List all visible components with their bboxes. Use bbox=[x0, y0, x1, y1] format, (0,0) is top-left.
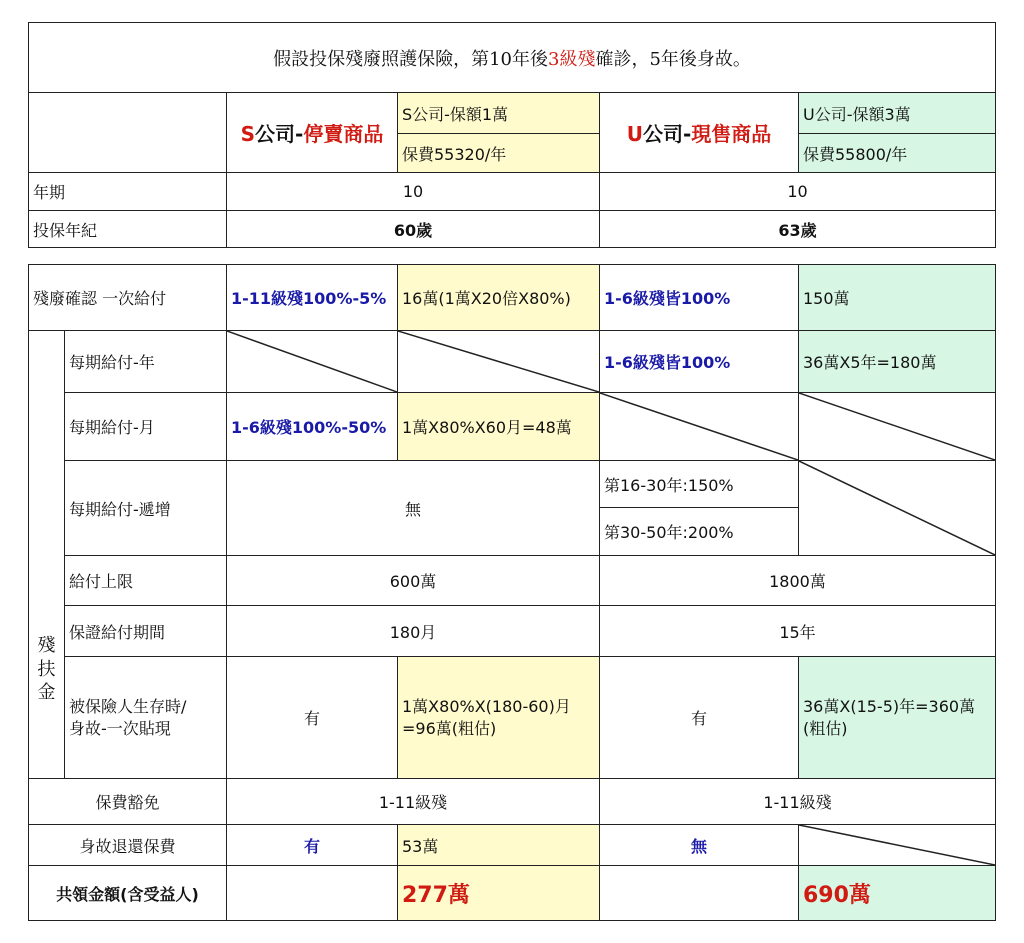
s-status: 停賣商品 bbox=[303, 122, 384, 146]
premium-refund-s-has: 有 bbox=[227, 825, 398, 866]
year-s-value-empty bbox=[398, 331, 600, 393]
month-payment-label: 每期給付-月 bbox=[65, 393, 227, 461]
lump-s-value: 16萬(1萬X20倍X80%) bbox=[398, 265, 600, 331]
policy-summary-table bbox=[28, 22, 996, 248]
increasing-s-value: 無 bbox=[227, 461, 600, 556]
discount-cash-s-value bbox=[398, 657, 600, 779]
side-char-2: 扶 bbox=[37, 658, 56, 680]
guaranteed-period-s: 180月 bbox=[227, 606, 600, 657]
s-amount: S公司-保額1萬 bbox=[398, 93, 600, 134]
month-u-value-empty bbox=[799, 393, 996, 461]
increasing-payment-label: 每期給付-遞增 bbox=[65, 461, 227, 556]
u-term: 10 bbox=[600, 173, 996, 211]
discount-cash-label-line2: 身故-一次貼現 bbox=[69, 718, 171, 738]
total-s-value: 277萬 bbox=[398, 866, 600, 921]
side-char-3: 金 bbox=[37, 682, 56, 704]
s-letter: S bbox=[240, 122, 256, 146]
year-payment-label: 每期給付-年 bbox=[65, 331, 227, 393]
discount-cash-s-value-line2: =96萬(粗估) bbox=[402, 718, 497, 738]
discount-cash-s-value-line1: 1萬X80%X(180-60)月 bbox=[402, 696, 571, 716]
u-company-header bbox=[600, 93, 799, 173]
total-u-value: 690萬 bbox=[799, 866, 996, 921]
s-company-text: 公司- bbox=[255, 122, 304, 146]
scenario-title bbox=[29, 23, 996, 93]
year-u-rule: 1-6級殘皆100% bbox=[600, 331, 799, 393]
premium-waiver-s: 1-11級殘 bbox=[227, 779, 600, 825]
diagonal-line bbox=[600, 393, 798, 460]
payment-limit-u: 1800萬 bbox=[600, 556, 996, 606]
s-term: 10 bbox=[227, 173, 600, 211]
premium-refund-s-value: 53萬 bbox=[398, 825, 600, 866]
guaranteed-period-label: 保證給付期間 bbox=[65, 606, 227, 657]
year-s-rule-empty bbox=[227, 331, 398, 393]
month-s-rule: 1-6級殘100%-50% bbox=[227, 393, 398, 461]
lump-u-value: 150萬 bbox=[799, 265, 996, 331]
scenario-title-part2: 確診，5年後身故。 bbox=[595, 48, 751, 70]
s-company-header bbox=[227, 93, 398, 173]
u-status: 現售商品 bbox=[691, 122, 772, 146]
lump-u-rule: 1-6級殘皆100% bbox=[600, 265, 799, 331]
discount-cash-u-value-line1: 36萬X(15-5)年=360萬 bbox=[803, 696, 976, 716]
s-age: 60歲 bbox=[227, 211, 600, 248]
age-label: 投保年紀 bbox=[29, 211, 227, 248]
u-amount: U公司-保額3萬 bbox=[799, 93, 996, 134]
premium-refund-u-value-empty bbox=[799, 825, 996, 866]
lump-s-rule: 1-11級殘100%-5% bbox=[227, 265, 398, 331]
diagonal-line bbox=[799, 461, 995, 555]
s-premium: 保費55320/年 bbox=[398, 134, 600, 173]
disability-care-side-label bbox=[29, 331, 65, 779]
lump-sum-label: 殘廢確認 一次給付 bbox=[29, 265, 227, 331]
premium-waiver-label: 保費豁免 bbox=[29, 779, 227, 825]
diagonal-line bbox=[799, 825, 995, 865]
discount-cash-u-value bbox=[799, 657, 996, 779]
increasing-u-tier-1: 第16-30年:150% bbox=[600, 461, 799, 508]
premium-refund-label: 身故退還保費 bbox=[29, 825, 227, 866]
term-label: 年期 bbox=[29, 173, 227, 211]
diagonal-line bbox=[227, 331, 397, 392]
premium-refund-u-has: 無 bbox=[600, 825, 799, 866]
total-s-blank bbox=[227, 866, 398, 921]
benefit-comparison-table bbox=[28, 264, 996, 921]
discount-cash-label-line1: 被保險人生存時/ bbox=[69, 696, 187, 716]
total-u-blank bbox=[600, 866, 799, 921]
scenario-title-highlight: 3級殘 bbox=[548, 48, 596, 70]
increasing-u-value-empty bbox=[799, 461, 996, 556]
premium-waiver-u: 1-11級殘 bbox=[600, 779, 996, 825]
discount-cash-u-value-line2: (粗估) bbox=[803, 718, 848, 738]
increasing-u-tier-2: 第30-50年:200% bbox=[600, 508, 799, 556]
discount-cash-s-has: 有 bbox=[227, 657, 398, 779]
month-u-rule-empty bbox=[600, 393, 799, 461]
discount-cash-u-has: 有 bbox=[600, 657, 799, 779]
guaranteed-period-u: 15年 bbox=[600, 606, 996, 657]
year-u-value: 36萬X5年=180萬 bbox=[799, 331, 996, 393]
u-age: 63歲 bbox=[600, 211, 996, 248]
payment-limit-label: 給付上限 bbox=[65, 556, 227, 606]
u-premium: 保費55800/年 bbox=[799, 134, 996, 173]
header-blank-cell bbox=[29, 93, 227, 173]
u-letter: U bbox=[626, 122, 643, 146]
payment-limit-s: 600萬 bbox=[227, 556, 600, 606]
total-amount-label: 共領金額(含受益人) bbox=[29, 866, 227, 921]
diagonal-line bbox=[799, 393, 995, 460]
discount-cash-label bbox=[65, 657, 227, 779]
scenario-title-part1: 假設投保殘廢照護保險，第10年後 bbox=[273, 48, 548, 70]
u-company-text: 公司- bbox=[642, 122, 692, 146]
month-s-value: 1萬X80%X60月=48萬 bbox=[398, 393, 600, 461]
diagonal-line bbox=[398, 331, 599, 392]
side-char-1: 殘 bbox=[37, 635, 56, 657]
